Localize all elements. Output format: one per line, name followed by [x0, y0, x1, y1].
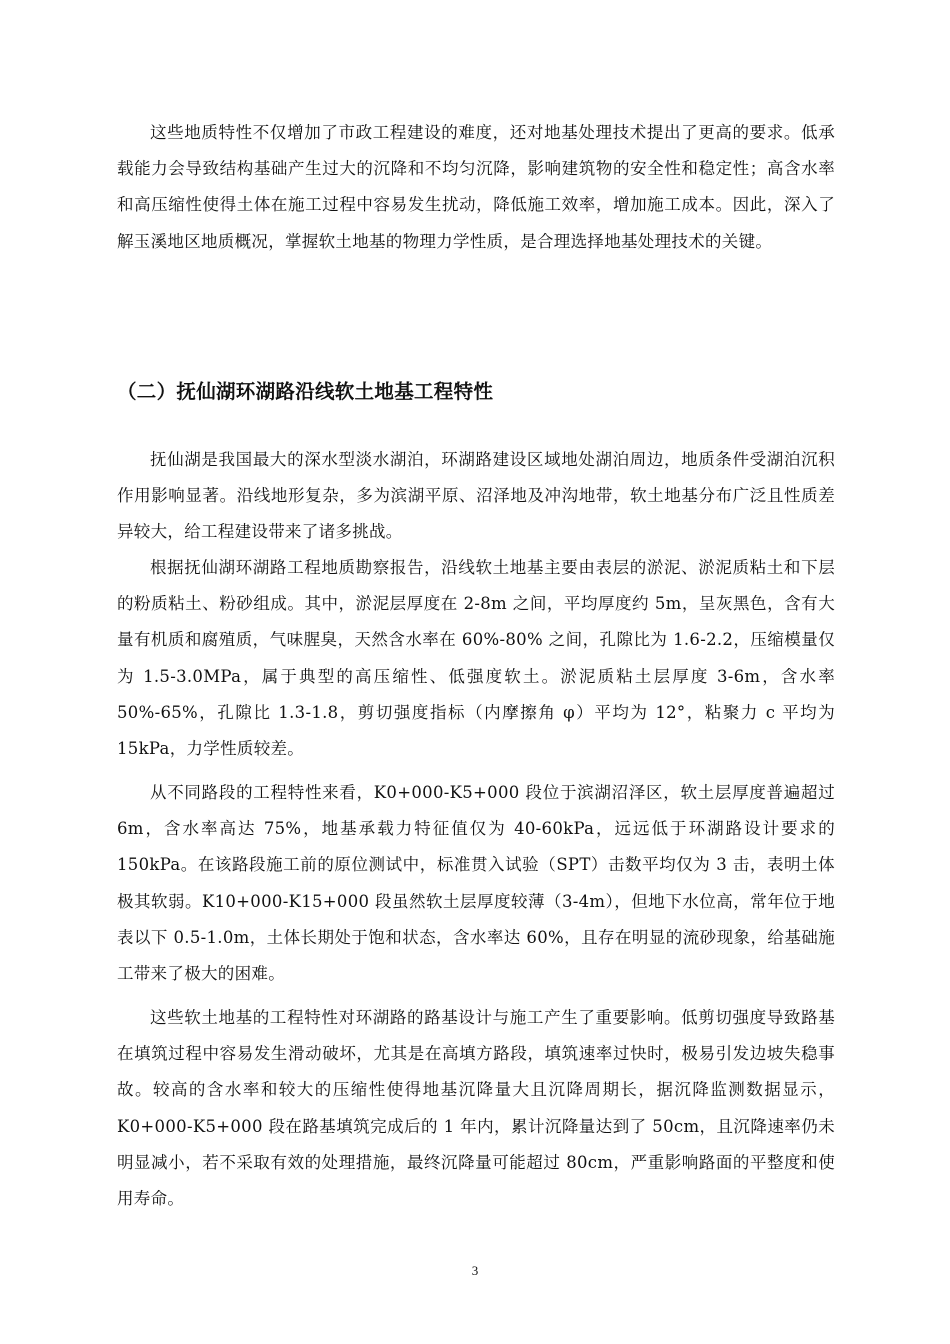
section-heading: （二）抚仙湖环湖路沿线软土地基工程特性 [117, 380, 494, 403]
page-number: 3 [471, 1263, 479, 1278]
paragraph-road-sections: 从不同路段的工程特性来看，K0+000-K5+000 段位于滨湖沼泽区，软土层厚度普遍超过 6m，含水率高达 75%，地基承载力特征值仅为 40-60kPa，远远低于环湖路设计要求的 150kPa。在该路段施工前的原位测试中，标准贯入试验（SPT）击数平均仅为 3 击，表明土体极其软弱。K10+000-K15+000 段虽然软土层厚度较薄（3-4m），但地下水位高，常年位于地表以下 0.5-1.0m，土体长期处于饱和状态，含水率达 60%，且存在明显的流砂现象，给基础施工带来了极大的困难。 [117, 783, 835, 984]
paragraph-intro-conclusion: 这些地质特性不仅增加了市政工程建设的难度，还对地基处理技术提出了更高的要求。低承载能力会导致结构基础产生过大的沉降和不均匀沉降，影响建筑物的安全性和稳定性；高含水率和高压缩性使得土体在施工过程中容易发生扰动，降低施工效率，增加施工成本。因此，深入了解玉溪地区地质概况，掌握软土地基的物理力学性质，是合理选择地基处理技术的关键。 [117, 123, 835, 251]
paragraph-lake-overview: 抚仙湖是我国最大的深水型淡水湖泊，环湖路建设区域地处湖泊周边，地质条件受湖泊沉积作用影响显著。沿线地形复杂，多为滨湖平原、沼泽地及冲沟地带，软土地基分布广泛且性质差异较大，给工程建设带来了诸多挑战。 [117, 450, 835, 542]
paragraph-survey-report: 根据抚仙湖环湖路工程地质勘察报告，沿线软土地基主要由表层的淤泥、淤泥质粘土和下层的粉质粘土、粉砂组成。其中，淤泥层厚度在 2-8m 之间，平均厚度约 5m，呈灰黑色，含有大量有机质和腐殖质，气味腥臭，天然含水率在 60%-80% 之间，孔隙比为 1.6-2.2，压缩模量仅为 1.5-3.0MPa，属于典型的高压缩性、低强度软土。淤泥质粘土层厚度 3-6m，含水率 50%-65%，孔隙比 1.3-1.8，剪切强度指标（内摩擦角 φ）平均为 12°，粘聚力 c 平均为 15kPa，力学性质较差。 [117, 558, 835, 759]
paragraph-engineering-impact: 这些软土地基的工程特性对环湖路的路基设计与施工产生了重要影响。低剪切强度导致路基在填筑过程中容易发生滑动破坏，尤其是在高填方路段，填筑速率过快时，极易引发边坡失稳事故。较高的含水率和较大的压缩性使得地基沉降量大且沉降周期长，据沉降监测数据显示，K0+000-K5+000 段在路基填筑完成后的 1 年内，累计沉降量达到了 50cm，且沉降速率仍未明显减小，若不采取有效的处理措施，最终沉降量可能超过 80cm，严重影响路面的平整度和使用寿命。 [117, 1008, 835, 1209]
